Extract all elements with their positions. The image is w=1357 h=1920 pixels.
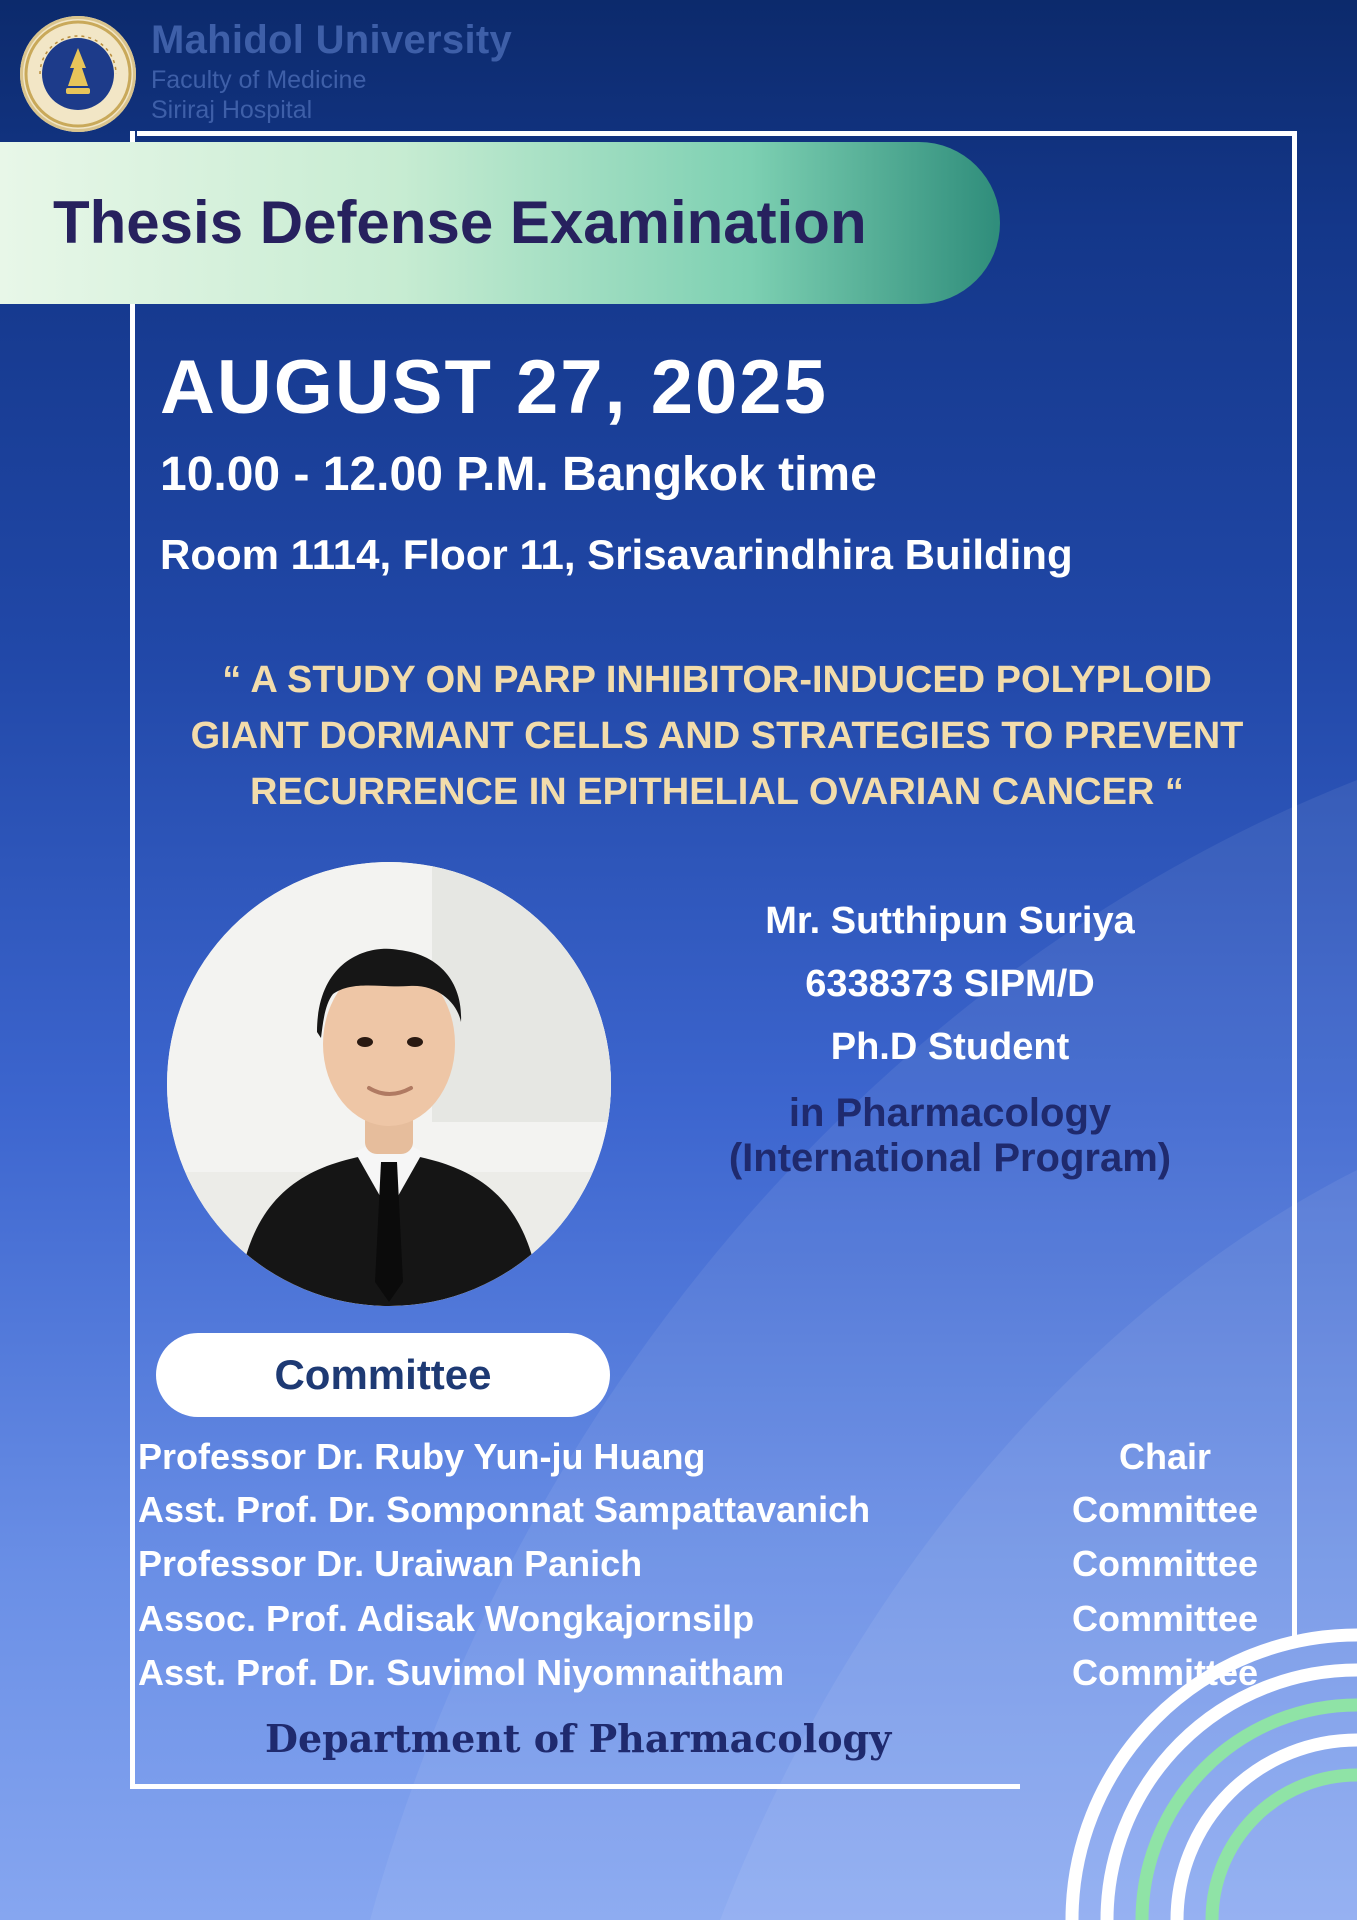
committee-member-name: Asst. Prof. Dr. Suvimol Niyomnaitham [138,1652,785,1693]
university-name: Mahidol University [151,18,513,62]
department-name: Department of Pharmacology [265,1716,892,1761]
frame-line-left [130,131,135,1789]
title-banner [0,142,1000,304]
frame-line-right [1292,131,1297,1647]
student-name: Mr. Sutthipun Suriya [765,900,1135,942]
committee-member-role: Committee [1071,1489,1259,1530]
event-room: Room 1114, Floor 11, Srisavarindhira Building [160,531,1073,578]
event-time: 10.00 - 12.00 P.M. Bangkok time [160,448,877,501]
committee-member-role: Committee [1071,1598,1259,1639]
thesis-title-line: “ A STUDY ON PARP INHIBITOR-INDUCED POLYPLOID [222,659,1212,701]
student-program-detail: (International Program) [728,1136,1172,1180]
thesis-title-line: GIANT DORMANT CELLS AND STRATEGIES TO PREVENT [190,715,1244,757]
committee-member-name: Assoc. Prof. Adisak Wongkajornsilp [138,1598,755,1639]
frame-line-top [137,131,1297,136]
student-program: in Pharmacology [788,1091,1112,1135]
page-title: Thesis Defense Examination [53,189,867,256]
committee-member-role: Committee [1071,1652,1259,1693]
committee-member-role: Committee [1071,1543,1259,1584]
committee-member-role: Chair [1118,1436,1212,1477]
thesis-title-line: RECURRENCE IN EPITHELIAL OVARIAN CANCER “ [250,771,1184,813]
committee-member-name: Professor Dr. Uraiwan Panich [138,1543,643,1584]
student-status: Ph.D Student [830,1026,1070,1068]
event-date: AUGUST 27, 2025 [160,345,828,430]
hospital-name: Siriraj Hospital [151,96,313,124]
frame-line-bottom [130,1784,1020,1789]
faculty-name: Faculty of Medicine [151,66,367,94]
university-seal-icon [20,16,136,132]
student-id: 6338373 SIPM/D [805,963,1095,1005]
thesis-title [137,652,1297,820]
student-portrait-photo [167,862,611,1306]
committee-member-name: Asst. Prof. Dr. Somponnat Sampattavanich [138,1489,871,1530]
committee-member-name: Professor Dr. Ruby Yun-ju Huang [138,1436,706,1477]
committee-heading: Committee [156,1333,610,1417]
